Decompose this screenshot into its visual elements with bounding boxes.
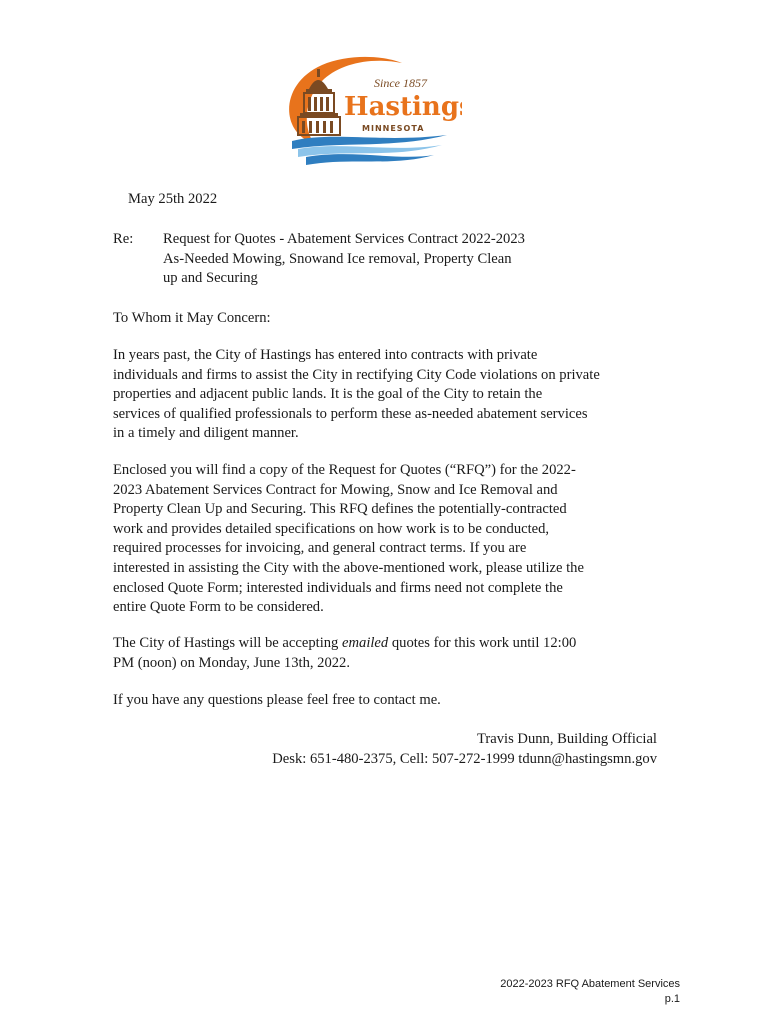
text-line: In years past, the City of Hastings has entered into contracts with private — [113, 347, 538, 363]
logo-state-text: MINNESOTA — [362, 124, 425, 133]
re-label: Re: — [113, 231, 134, 247]
re-line: up and Securing — [163, 270, 258, 287]
paragraph-4 — [113, 691, 673, 711]
signature-block — [272, 730, 657, 769]
salutation: To Whom it May Concern: — [113, 310, 271, 326]
paragraph-2 — [113, 461, 673, 618]
text-segment: quotes for this work until 12:00 — [388, 635, 577, 651]
emphasis-text: emailed — [342, 635, 389, 651]
logo-since-text: Since 1857 — [374, 76, 427, 90]
text-segment: The City of Hastings will be accepting — [113, 635, 342, 651]
text-line: Enclosed you will find a copy of the Request for Quotes (“RFQ”) for the 2022- — [113, 462, 576, 478]
city-logo — [262, 45, 462, 170]
hastings-logo-graphic — [262, 45, 462, 170]
text-line: properties and adjacent public lands. It is the goal of the City to retain the — [113, 386, 543, 403]
signature-name: Travis Dunn, Building Official — [477, 731, 657, 747]
paragraph-3 — [113, 634, 673, 673]
text-line: PM (noon) on Monday, June 13th, 2022. — [113, 654, 351, 671]
paragraph-1 — [113, 346, 673, 444]
letter-date: May 25th 2022 — [128, 191, 218, 207]
page-footer — [500, 977, 680, 1007]
text-line: enclosed Quote Form; interested individuals and firms need not complete the — [113, 579, 563, 596]
text-line: individuals and firms to assist the City in rectifying City Code violations on private — [113, 366, 600, 383]
re-line: As-Needed Mowing, Snowand Ice removal, Property Clean — [163, 250, 512, 267]
text-line: work and provides detailed specifications on how work is to be conducted, — [113, 520, 550, 537]
text-line: entire Quote Form to be considered. — [113, 599, 324, 616]
re-subject — [163, 230, 623, 289]
text-line: required processes for invoicing, and general contract terms. If you are — [113, 540, 527, 557]
text-line: interested in assisting the City with the above-mentioned work, please utilize the — [113, 559, 584, 576]
page-number: p.1 — [664, 993, 680, 1005]
re-line: Request for Quotes - Abatement Services Contract 2022-2023 — [163, 231, 525, 247]
text-line: in a timely and diligent manner. — [113, 425, 299, 442]
text-line: 2023 Abatement Services Contract for Mowing, Snow and Ice Removal and — [113, 481, 558, 498]
text-line: Property Clean Up and Securing. This RFQ defines the potentially-contracted — [113, 501, 567, 518]
signature-contact: Desk: 651-480-2375, Cell: 507-272-1999 tdunn@hastingsmn.gov — [272, 750, 657, 767]
logo-name-text: Hastings — [344, 92, 462, 122]
text-line: If you have any questions please feel free to contact me. — [113, 692, 441, 708]
text-line — [113, 634, 673, 654]
text-line: services of qualified professionals to perform these as-needed abatement services — [113, 405, 588, 422]
footer-title: 2022-2023 RFQ Abatement Services — [500, 978, 680, 990]
